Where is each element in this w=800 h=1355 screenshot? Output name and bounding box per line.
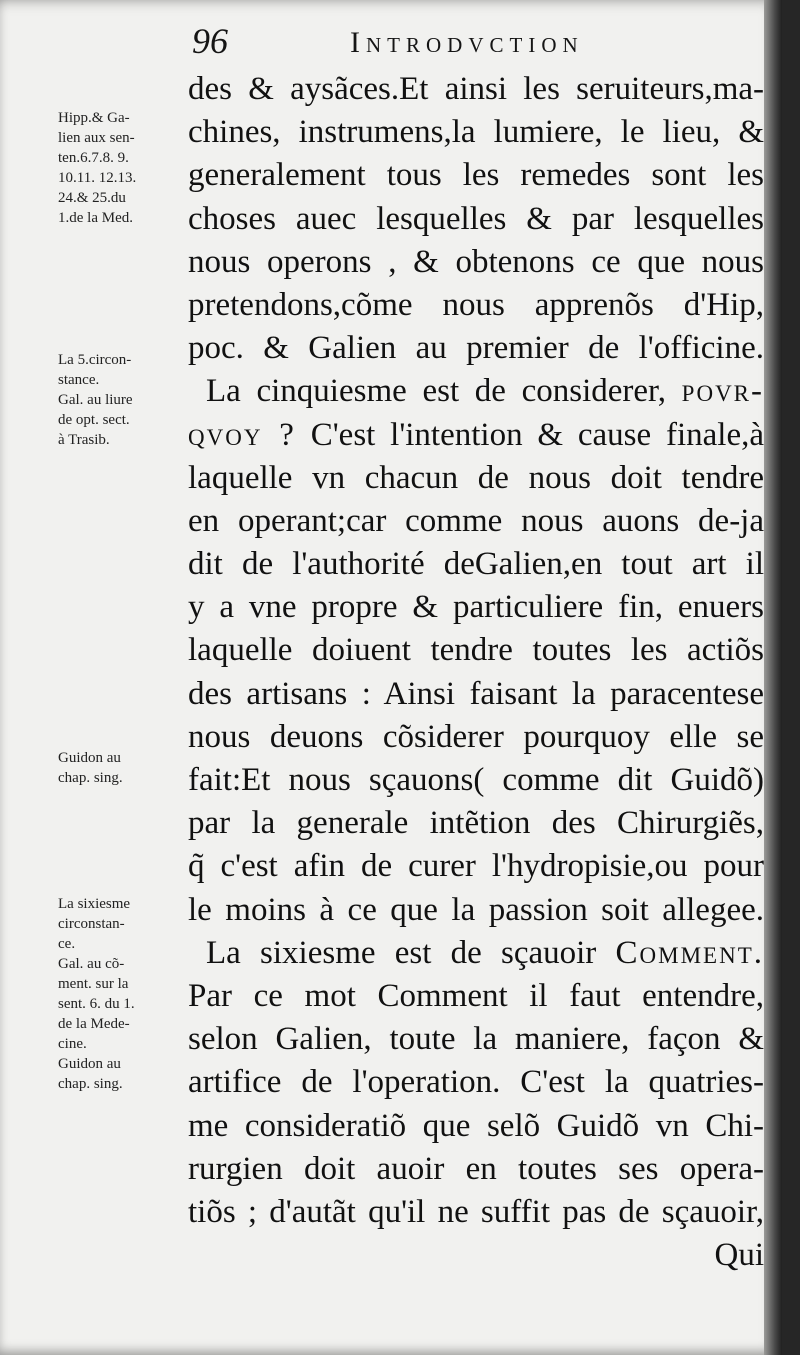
note-line: lien aux sen-	[58, 130, 135, 146]
note-line: cine.	[58, 1036, 87, 1052]
text-fragment: C'est l'intention & cause finale,à	[310, 416, 764, 453]
text-fragment: La sixiesme est de sçauoir	[206, 934, 597, 971]
note-line: Guidon au	[58, 1056, 121, 1072]
note-line: La sixiesme	[58, 896, 131, 912]
margin-note	[58, 350, 186, 450]
text-fragment: La cinquiesme est de considerer,	[206, 373, 666, 410]
text-line: nous operons , & obtenons ce que nous	[188, 243, 764, 280]
margin-note	[58, 108, 186, 228]
note-line: Guidon au	[58, 750, 121, 766]
note-line: La 5.circon-	[58, 352, 132, 368]
text-line: choses auec lesquelles & par lesquelles	[188, 200, 764, 237]
text-line: chines, instrumens,la lumiere, le lieu, &	[188, 114, 764, 151]
body-text	[188, 68, 764, 1277]
page-header	[0, 20, 782, 70]
margin-note	[58, 748, 186, 788]
text-line: en operant;car comme nous auons de-ja	[188, 502, 764, 539]
text-line-with-smallcaps	[188, 414, 764, 457]
note-line: ce.	[58, 936, 76, 952]
text-line: generalement tous les remedes sont les	[188, 157, 764, 194]
catchword: Qui	[714, 1237, 764, 1274]
text-line-with-smallcaps	[188, 932, 764, 975]
note-line: Hipp.& Ga-	[58, 110, 130, 126]
text-line: laquelle vn chacun de nous doit tendre	[188, 459, 764, 496]
running-title: Introdvction	[350, 26, 584, 59]
note-line: ten.6.7.8. 9.	[58, 150, 129, 166]
note-line: à Trasib.	[58, 432, 110, 448]
note-line: de opt. sect.	[58, 412, 130, 428]
note-line: stance.	[58, 372, 100, 388]
note-line: 1.de la Med.	[58, 210, 133, 226]
text-line: des artisans : Ainsi faisant la paracentese	[188, 675, 764, 712]
text-line: nous deuons cõsiderer pourquoy elle se	[188, 718, 764, 755]
note-line: 10.11. 12.13.	[58, 170, 137, 186]
page-edge-shadow	[764, 0, 782, 1355]
text-line: rurgien doit auoir en toutes ses opera-	[188, 1150, 764, 1187]
note-line: Gal. au cõ-	[58, 956, 125, 972]
text-line: dit de l'authorité deGalien,en tout art il	[188, 546, 764, 583]
text-line: par la generale intẽtion des Chirurgiẽs,	[188, 805, 764, 842]
text-line: le moins à ce que la passion soit allegee.	[188, 891, 764, 928]
text-line-with-smallcaps	[188, 370, 764, 413]
smallcaps-word: qvoy ?	[188, 416, 296, 453]
note-line: ment. sur la	[58, 976, 129, 992]
smallcaps-word: Comment.	[615, 934, 764, 971]
text-line: q̃ c'est afin de curer l'hydropisie,ou pour	[188, 848, 764, 885]
text-line: pretendons,cõme nous apprenõs d'Hip,	[188, 286, 764, 323]
text-line: artifice de l'operation. C'est la quatries-	[188, 1064, 764, 1101]
note-line: circonstan-	[58, 916, 125, 932]
note-line: sent. 6. du 1.	[58, 996, 135, 1012]
note-line: chap. sing.	[58, 1076, 123, 1092]
page-number: 96	[192, 21, 228, 61]
smallcaps-word: povr-	[681, 373, 764, 410]
text-line: tiõs ; d'autãt qu'il ne suffit pas de sçauoir,	[188, 1193, 764, 1230]
note-line: chap. sing.	[58, 770, 123, 786]
text-line: des & aysãces.Et ainsi les seruiteurs,ma-	[188, 71, 764, 107]
text-line: me consideratiõ que selõ Guidõ vn Chi-	[188, 1107, 764, 1144]
text-line: poc. & Galien au premier de l'officine.	[188, 330, 764, 367]
text-line: Par ce mot Comment il faut entendre,	[188, 977, 764, 1014]
text-line: laquelle doiuent tendre toutes les actiõs	[188, 632, 764, 669]
note-line: 24.& 25.du	[58, 190, 126, 206]
text-line: selon Galien, toute la maniere, façon &	[188, 1021, 764, 1058]
margin-note	[58, 894, 186, 1094]
text-line: y a vne propre & particuliere fin, enuers	[188, 589, 764, 626]
note-line: de la Mede-	[58, 1016, 130, 1032]
text-line: fait:Et nous sçauons( comme dit Guidõ)	[188, 762, 764, 798]
note-line: Gal. au liure	[58, 392, 133, 408]
